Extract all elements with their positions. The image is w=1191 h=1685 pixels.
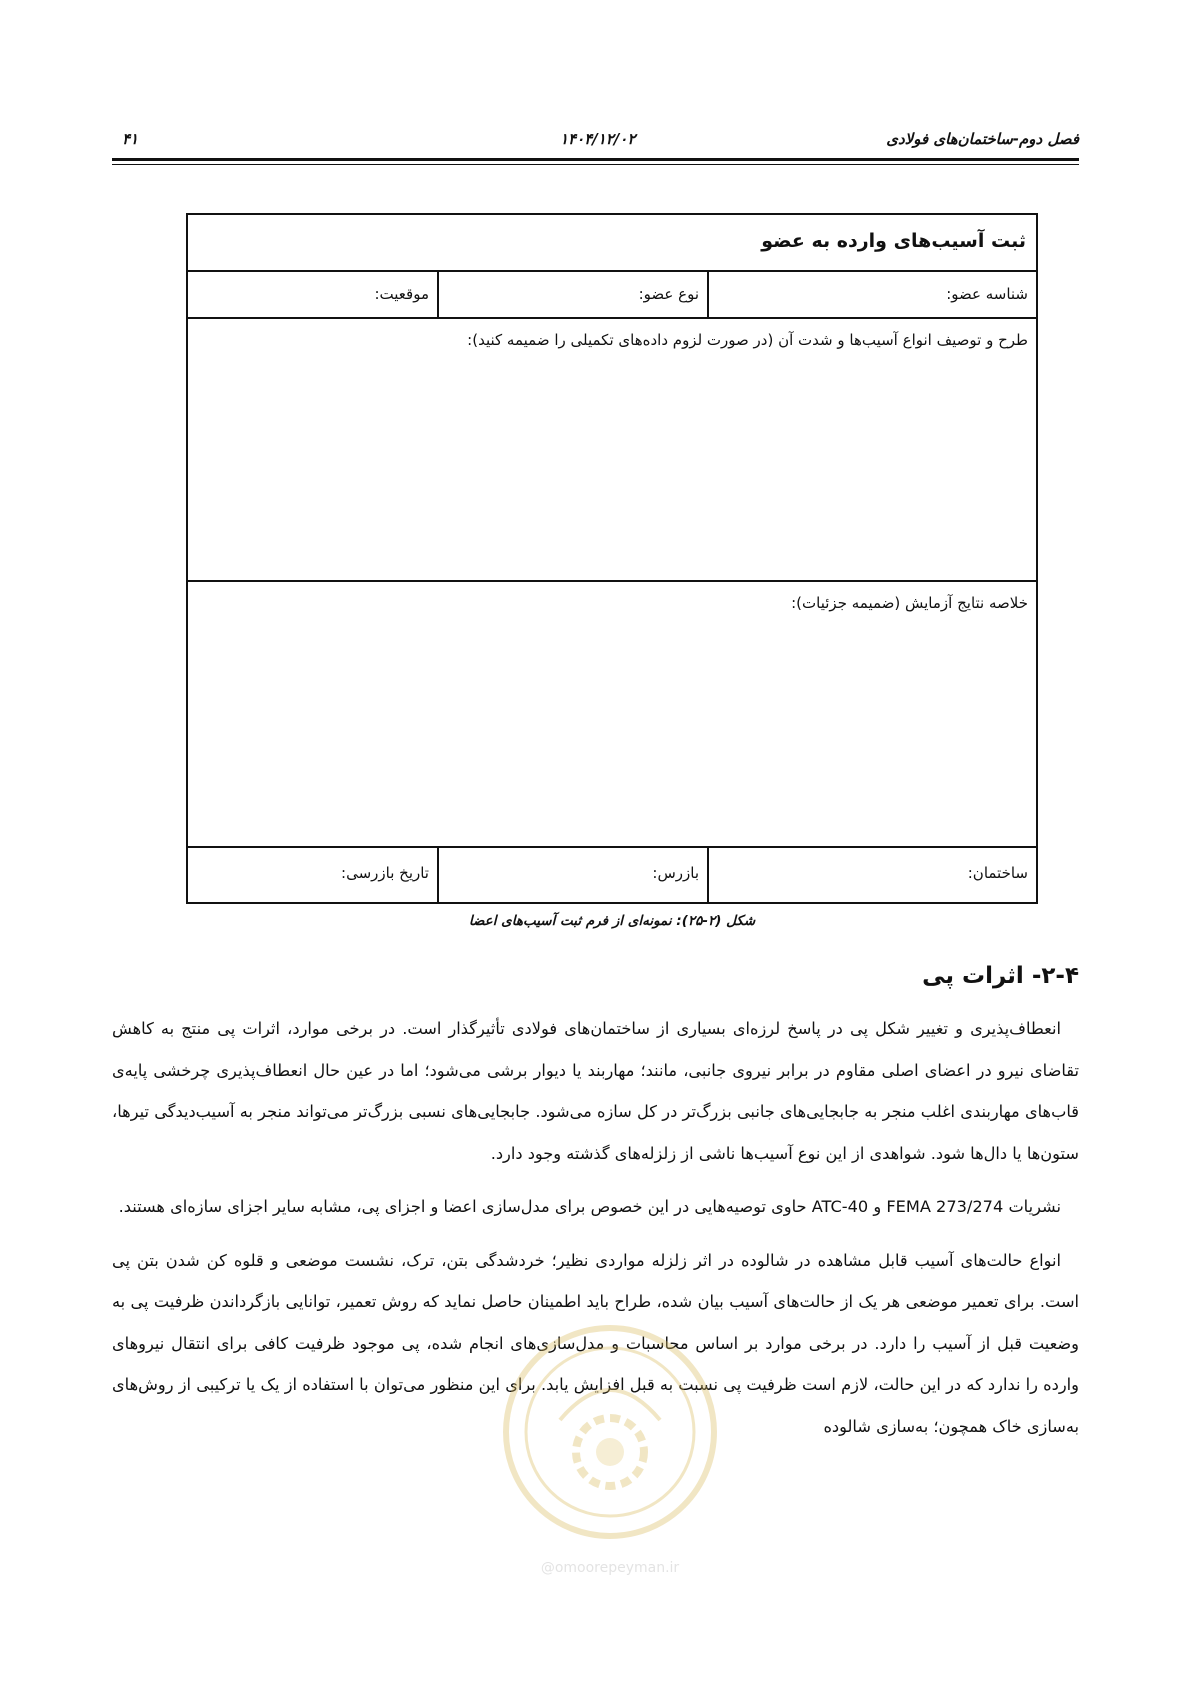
form-member-row xyxy=(188,272,1036,319)
inspector-field[interactable] xyxy=(439,848,709,902)
watermark-text: @omoorepeyman.ir xyxy=(540,1560,680,1576)
section-body xyxy=(112,1008,1079,1459)
running-header-date: ۱۴۰۴/۱۲/۰۲ xyxy=(560,130,636,148)
inspection-date-field[interactable] xyxy=(188,848,439,902)
member-type-label: نوع عضو: xyxy=(638,285,699,303)
member-type-field[interactable] xyxy=(439,272,709,317)
page-number: ۴۱ xyxy=(122,130,139,148)
form-title: ثبت آسیب‌های وارده به عضو xyxy=(761,230,1026,252)
test-summary-area[interactable] xyxy=(188,582,1036,848)
member-id-field[interactable] xyxy=(709,272,1036,317)
header-rule-thin xyxy=(112,164,1079,165)
damage-record-form xyxy=(186,213,1038,904)
location-field[interactable] xyxy=(188,272,439,317)
damage-description-area[interactable] xyxy=(188,319,1036,582)
damage-description-label: طرح و توصیف انواع آسیب‌ها و شدت آن (در صورت لزوم داده‌های تکمیلی را ضمیمه کنید): xyxy=(467,331,1028,349)
paragraph: نشریات FEMA 273/274 و ATC-40 حاوی توصیه‌هایی در این خصوص برای مدل‌سازی اعضا و اجزای پی، مشابه سایر اجزای سازه‌ای هستند. xyxy=(118,1197,1061,1216)
member-id-label: شناسه عضو: xyxy=(946,285,1028,303)
running-header-chapter: فصل دوم-ساختمان‌های فولادی xyxy=(886,130,1079,148)
section-heading: ۲-۴- اثرات پی xyxy=(922,963,1079,989)
form-signature-row xyxy=(188,848,1036,902)
building-label: ساختمان: xyxy=(967,864,1028,882)
header-rule-thick xyxy=(112,158,1079,161)
figure-caption: شکل (۲-۲۵): نمونه‌ای از فرم ثبت آسیب‌های اعضا xyxy=(468,913,756,929)
paragraph: انعطاف‌پذیری و تغییر شکل پی در پاسخ لرزه‌ای بسیاری از ساختمان‌های فولادی تأثیرگذار است. در برخی موارد، اثرات پی منتج به کاهش تقاضای نیرو در اعضای اصلی مقاوم در برابر نیروی جانبی، مانند؛ مهاربند یا دیوار برشی می‌شود؛ اما در عین حال انعطاف‌پذیری چرخشی پایه‌ی قاب‌های مهاربندی اغلب منجر به جابجایی‌های جانبی بزرگ‌تر در کل سازه می‌شود. جابجایی‌های نسبی بزرگ‌تر می‌تواند منجر به آسیب‌دیدگی تیرها، ستون‌ها یا دال‌ها شود. شواهدی از این نوع آسیب‌ها ناشی از زلزله‌های گذشته وجود دارد. xyxy=(112,1019,1079,1163)
inspection-date-label: تاریخ بازرسی: xyxy=(341,864,429,882)
paragraph: انواع حالت‌های آسیب قابل مشاهده در شالوده در اثر زلزله مواردی نظیر؛ خردشدگی بتن، ترک، نشست موضعی و قلوه کن شدن بتن پی است. برای تعمیر موضعی هر یک از حالت‌های آسیب بیان شده، طراح باید اطمینان حاصل نماید که روش تعمیر، توانایی بازگرداندن ظرفیت پی به وضعیت قبل از آسیب را دارد. در برخی موارد بر اساس محاسبات و مدل‌سازی‌های انجام شده، پی موجود ظرفیت کافی برای انتقال نیروهای وارده را ندارد که در این حالت، لازم است ظرفیت پی نسبت به قبل افزایش یابد. برای این منظور می‌توان با استفاده از یک یا ترکیبی از روش‌های به‌سازی خاک همچون؛ به‌سازی شالوده xyxy=(112,1250,1079,1436)
form-title-row xyxy=(188,215,1036,272)
test-summary-label: خلاصه نتایج آزمایش (ضمیمه جزئیات): xyxy=(791,594,1028,612)
building-field[interactable] xyxy=(709,848,1036,902)
inspector-label: بازرس: xyxy=(652,864,699,882)
location-label: موقعیت: xyxy=(374,285,429,303)
